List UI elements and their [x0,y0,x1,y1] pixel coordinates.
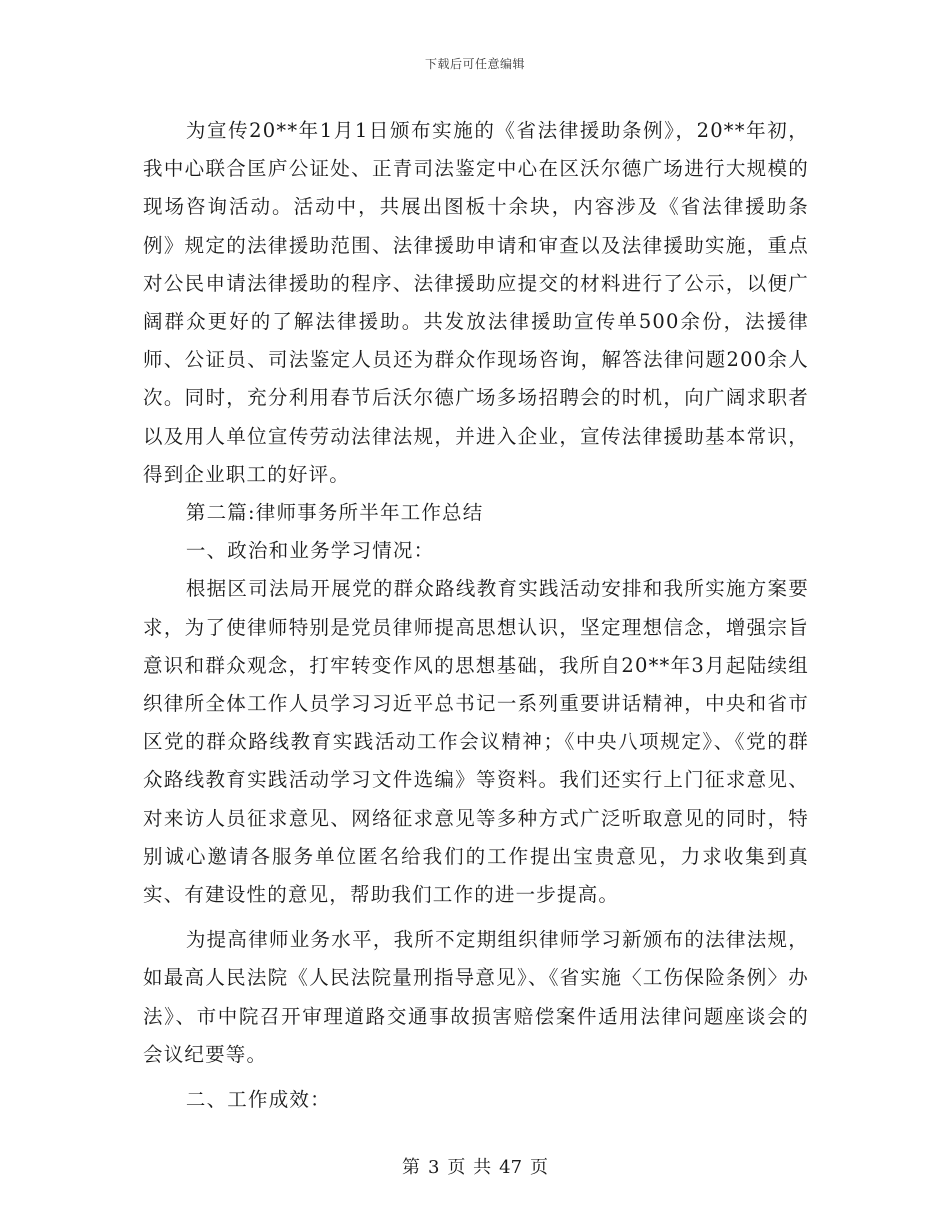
footer-current-page: 3 [427,1157,440,1178]
page-header-note: 下载后可任意编辑 [424,57,525,71]
footer-middle: 页 共 [447,1157,492,1178]
section-heading-study: 一、政治和业务学习情况： [185,539,435,563]
section-title-chapter-two: 第二篇:律师事务所半年工作总结 [185,501,484,525]
paragraph-political-study: 根据区司法局开展党的群众路线教育实践活动安排和我所实施方案要求，为了使律师特别是党员律师提高思想认识，坚定理想信念，增强宗旨意识和群众观念，打牢转变作风的思想基础，我所自20**年3月起陆续组织律所全体工作人员学习习近平总书记一系列重要讲话精神，中央和省市区党的群众路线教育实践活动工作会议精神；《中央八项规定》、《党的群众路线教育实践活动学习文件选编》等资料。我们还实行上门征求意见、对来访人员征求意见、网络征求意见等多种方式广泛听取意见的同时，特别诚心邀请各服务单位匿名给我们的工作提出宝贵意见，力求收集到真实、有建设性的意见，帮助我们工作的进一步提高。 [143,577,809,907]
paragraph-business-study: 为提高律师业务水平，我所不定期组织律师学习新颁布的法律法规，如最高人民法院《人民法院量刑指导意见》、《省实施〈工伤保险条例〉办法》、市中院召开审理道路交通事故损害赔偿案件适用法律问题座谈会的会议纪要等。 [143,928,809,1066]
page-footer [0,1153,950,1179]
footer-total-pages: 47 [499,1157,523,1178]
section-heading-results: 二、工作成效： [185,1088,331,1112]
footer-prefix: 第 [401,1157,420,1178]
footer-suffix: 页 [530,1157,549,1178]
paragraph-legal-aid-promotion: 为宣传20**年1月1日颁布实施的《省法律援助条例》，20**年初，我中心联合匡庐公证处、正青司法鉴定中心在区沃尔德广场进行大规模的现场咨询活动。活动中，共展出图板十余块，内容涉及《省法律援助条例》规定的法律援助范围、法律援助申请和审查以及法律援助实施，重点对公民申请法律援助的程序、法律援助应提交的材料进行了公示，以便广阔群众更好的了解法律援助。共发放法律援助宣传单500余份，法援律师、公证员、司法鉴定人员还为群众作现场咨询，解答法律问题200余人次。同时，充分利用春节后沃尔德广场多场招聘会的时机，向广阔求职者以及用人单位宣传劳动法律法规，并进入企业，宣传法律援助基本常识，得到企业职工的好评。 [143,119,809,486]
document-body [143,112,809,1119]
